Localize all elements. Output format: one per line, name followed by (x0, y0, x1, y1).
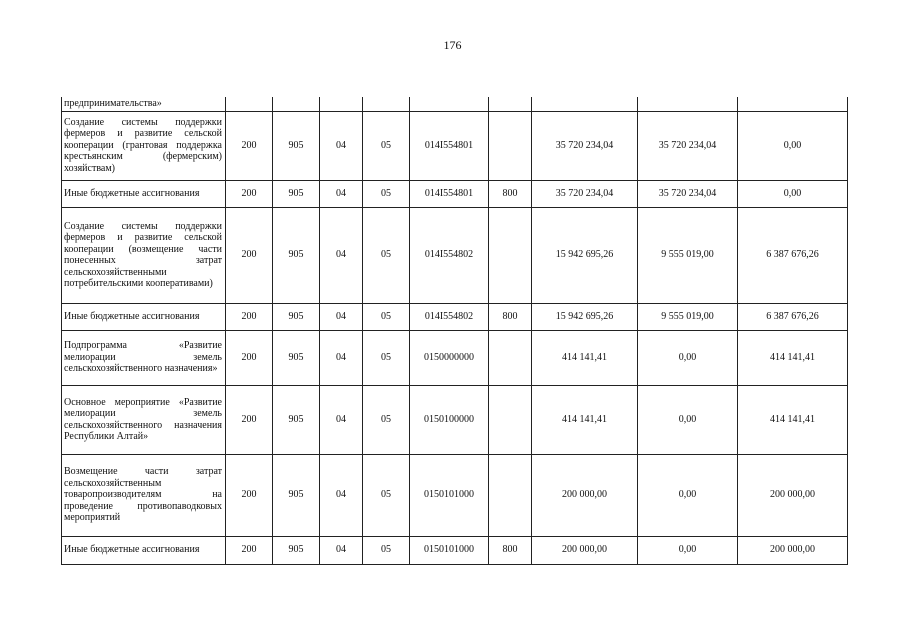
table-cell: 0,00 (638, 454, 738, 536)
table-cell: 05 (363, 303, 410, 330)
table-cell: 014I554801 (410, 180, 489, 207)
row-name-cell: Иные бюджетные ассигнования (62, 180, 226, 207)
table-cell: 200 000,00 (738, 536, 848, 564)
table-cell: 05 (363, 385, 410, 454)
table-cell: 200 (226, 454, 273, 536)
table-cell: 35 720 234,04 (532, 180, 638, 207)
table-cell: 04 (320, 330, 363, 385)
table-cell: 04 (320, 536, 363, 564)
table-row (62, 454, 848, 536)
table-cell: 200 (226, 303, 273, 330)
table-cell: 200 (226, 207, 273, 303)
table-cell: 905 (273, 454, 320, 536)
table-cell (489, 111, 532, 180)
table-row (62, 536, 848, 564)
table-cell: 800 (489, 180, 532, 207)
table-cell (638, 97, 738, 111)
table-cell (489, 330, 532, 385)
table-cell: 04 (320, 454, 363, 536)
table-cell: 04 (320, 180, 363, 207)
row-name-cell: Создание системы поддержки фермеров и развитие сельской кооперации (грантовая поддержка крестьянским (фермерским) хозяйствам) (62, 111, 226, 180)
budget-table (61, 97, 848, 565)
table-cell: 05 (363, 111, 410, 180)
table-row (62, 385, 848, 454)
table-cell: 200 000,00 (532, 536, 638, 564)
table-cell: 200 (226, 111, 273, 180)
table-cell: 905 (273, 207, 320, 303)
table-cell: 200 (226, 180, 273, 207)
table-cell: 414 141,41 (738, 330, 848, 385)
table-cell: 200 000,00 (532, 454, 638, 536)
table-cell: 0,00 (738, 111, 848, 180)
row-name-cell: Возмещение части затрат сельскохозяйственным товаропроизводителям на проведение противопаводковых мероприятий (62, 454, 226, 536)
row-name-cell: Создание системы поддержки фермеров и развитие сельской кооперации (возмещение части понесенных затрат сельскохозяйственными потребительскими кооперативами) (62, 207, 226, 303)
table-cell: 905 (273, 180, 320, 207)
table-cell: 15 942 695,26 (532, 303, 638, 330)
table-cell: 014I554801 (410, 111, 489, 180)
table-row (62, 207, 848, 303)
table-cell (489, 385, 532, 454)
table-cell: 6 387 676,26 (738, 303, 848, 330)
table-cell (226, 97, 273, 111)
table-cell: 200 (226, 536, 273, 564)
table-cell: 905 (273, 536, 320, 564)
table-cell (363, 97, 410, 111)
table-cell: 0,00 (638, 330, 738, 385)
row-name-cell: Иные бюджетные ассигнования (62, 536, 226, 564)
table-cell (738, 97, 848, 111)
table-cell: 35 720 234,04 (638, 180, 738, 207)
table-cell: 0150100000 (410, 385, 489, 454)
table-cell: 9 555 019,00 (638, 303, 738, 330)
table-cell: 04 (320, 303, 363, 330)
table-cell: 800 (489, 303, 532, 330)
table-row (62, 330, 848, 385)
table-cell: 014I554802 (410, 207, 489, 303)
page-number: 176 (443, 38, 462, 52)
table-cell: 05 (363, 454, 410, 536)
table-cell: 200 (226, 385, 273, 454)
table-cell: 35 720 234,04 (532, 111, 638, 180)
table-cell (410, 97, 489, 111)
table-cell: 414 141,41 (532, 385, 638, 454)
table-cell: 905 (273, 303, 320, 330)
table-cell: 905 (273, 385, 320, 454)
table-cell: 200 000,00 (738, 454, 848, 536)
table-cell (489, 454, 532, 536)
table-cell (532, 97, 638, 111)
table-cell: 15 942 695,26 (532, 207, 638, 303)
table-cell: 0150101000 (410, 454, 489, 536)
table-row (62, 97, 848, 111)
table-row (62, 180, 848, 207)
table-cell (489, 97, 532, 111)
table-cell: 05 (363, 330, 410, 385)
table-cell: 200 (226, 330, 273, 385)
table-cell: 05 (363, 180, 410, 207)
row-name-cell: предпринимательства» (62, 97, 226, 111)
row-name-cell: Основное мероприятие «Развитие мелиорации земель сельскохозяйственного назначения Республики Алтай» (62, 385, 226, 454)
table-cell: 0,00 (638, 385, 738, 454)
table-cell: 014I554802 (410, 303, 489, 330)
table-cell (273, 97, 320, 111)
table-row (62, 303, 848, 330)
table-cell: 0,00 (638, 536, 738, 564)
table-cell: 04 (320, 207, 363, 303)
table-cell: 9 555 019,00 (638, 207, 738, 303)
table-row (62, 111, 848, 180)
table-cell: 414 141,41 (532, 330, 638, 385)
row-name-cell: Подпрограмма «Развитие мелиорации земель сельскохозяйственного назначения» (62, 330, 226, 385)
row-name-cell: Иные бюджетные ассигнования (62, 303, 226, 330)
table-cell: 0150000000 (410, 330, 489, 385)
table-cell (320, 97, 363, 111)
table-cell: 0150101000 (410, 536, 489, 564)
table-cell: 905 (273, 330, 320, 385)
table-cell: 35 720 234,04 (638, 111, 738, 180)
table-cell: 04 (320, 111, 363, 180)
table-cell: 04 (320, 385, 363, 454)
table-cell: 414 141,41 (738, 385, 848, 454)
table-cell: 6 387 676,26 (738, 207, 848, 303)
table-cell: 905 (273, 111, 320, 180)
table-cell: 05 (363, 536, 410, 564)
table-cell: 800 (489, 536, 532, 564)
table-cell: 0,00 (738, 180, 848, 207)
table-cell: 05 (363, 207, 410, 303)
table-cell (489, 207, 532, 303)
